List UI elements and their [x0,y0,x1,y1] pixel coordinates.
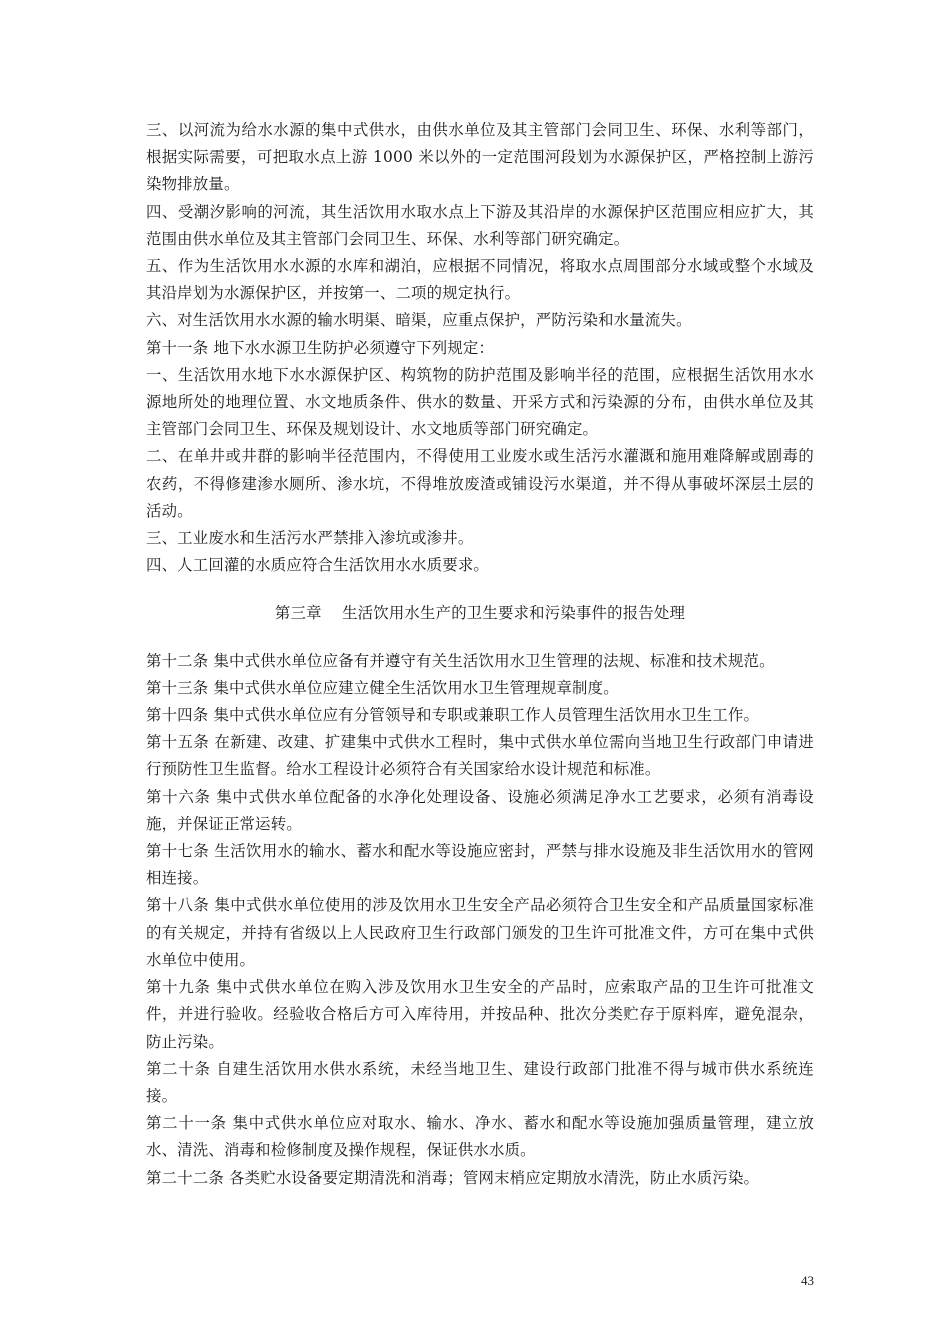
article-17: 第十七条 生活饮用水的输水、蓄水和配水等设施应密封，严禁与排水设施及非生活饮用水的管网相连接。 [146,842,814,888]
page-number: 43 [801,1273,814,1288]
article-22: 第二十二条 各类贮水设备要定期清洗和消毒；管网末梢应定期放水清洗，防止水质污染。 [146,1168,760,1187]
chapter-three-title: 第三章 生活饮用水生产的卫生要求和污染事件的报告处理 [274,604,686,623]
article-13: 第十三条 集中式供水单位应建立健全生活饮用水卫生管理规章制度。 [146,678,619,697]
article-19: 第十九条 集中式供水单位在购入涉及饮用水卫生安全的产品时，应索取产品的卫生许可批准文件，并进行验收。经验收合格后方可入库待用，并按品种、批次分类贮存于原料库，避免混杂，防止污染。 [146,978,814,1051]
paragraph-well-influence: 二、在单井或井群的影响半径范围内，不得使用工业废水或生活污水灌溉和施用难降解或剧毒的农药，不得修建渗水厕所、渗水坑，不得堆放废渣或铺设污水渠道，并不得从事破坏深层土层的活动。 [146,447,814,520]
article-21: 第二十一条 集中式供水单位应对取水、输水、净水、蓄水和配水等设施加强质量管理，建立放水、清洗、消毒和检修制度及操作规程，保证供水水质。 [146,1114,814,1160]
body-text [146,117,814,1192]
article-15: 第十五条 在新建、改建、扩建集中式供水工程时，集中式供水单位需向当地卫生行政部门申请进行预防性卫生监督。给水工程设计必须符合有关国家给水设计规范和标准。 [146,733,814,779]
article-11-heading: 第十一条 地下水水源卫生防护必须遵守下列规定： [146,338,495,357]
article-20: 第二十条 自建生活饮用水供水系统，未经当地卫生、建设行政部门批准不得与城市供水系统连接。 [146,1059,814,1105]
paragraph-reservoir-lake: 五、作为生活饮用水水源的水库和湖泊，应根据不同情况，将取水点周围部分水域或整个水域及其沿岸划为水源保护区，并按第一、二项的规定执行。 [146,257,814,303]
paragraph-groundwater-zone: 一、生活饮用水地下水水源保护区、构筑物的防护范围及影响半径的范围，应根据生活饮用水水源地所处的地理位置、水文地质条件、供水的数量、开采方式和污染源的分布，由供水单位及其主管部门会同卫生、环保及规划设计、水文地质等部门研究确定。 [146,365,814,439]
paragraph-channel-protection: 六、对生活饮用水水源的输水明渠、暗渠，应重点保护，严防污染和水量流失。 [146,311,692,330]
article-18: 第十八条 集中式供水单位使用的涉及饮用水卫生安全产品必须符合卫生安全和产品质量国家标准的有关规定，并持有省级以上人民政府卫生行政部门颁发的卫生许可批准文件，方可在集中式供水单位中使用。 [146,896,814,969]
article-12: 第十二条 集中式供水单位应备有并遵守有关生活饮用水卫生管理的法规、标准和技术规范。 [146,651,775,670]
article-14: 第十四条 集中式供水单位应有分管领导和专职或兼职工作人员管理生活饮用水卫生工作。 [146,706,760,725]
paragraph-tidal-river: 四、受潮汐影响的河流，其生活饮用水取水点上下游及其沿岸的水源保护区范围应相应扩大，其范围由供水单位及其主管部门会同卫生、环保、水利等部门研究确定。 [146,202,814,248]
paragraph-river-source: 三、以河流为给水水源的集中式供水，由供水单位及其主管部门会同卫生、环保、水利等部门，根据实际需要，可把取水点上游 1000 米以外的一定范围河段划为水源保护区，严格控制上游污染物排放量。 [146,121,814,194]
paragraph-wastewater-ban: 三、工业废水和生活污水严禁排入渗坑或渗井。 [146,529,474,548]
paragraph-recharge-quality: 四、人工回灌的水质应符合生活饮用水水质要求。 [146,556,489,575]
article-16: 第十六条 集中式供水单位配备的水净化处理设备、设施必须满足净水工艺要求，必须有消毒设施，并保证正常运转。 [146,787,814,833]
